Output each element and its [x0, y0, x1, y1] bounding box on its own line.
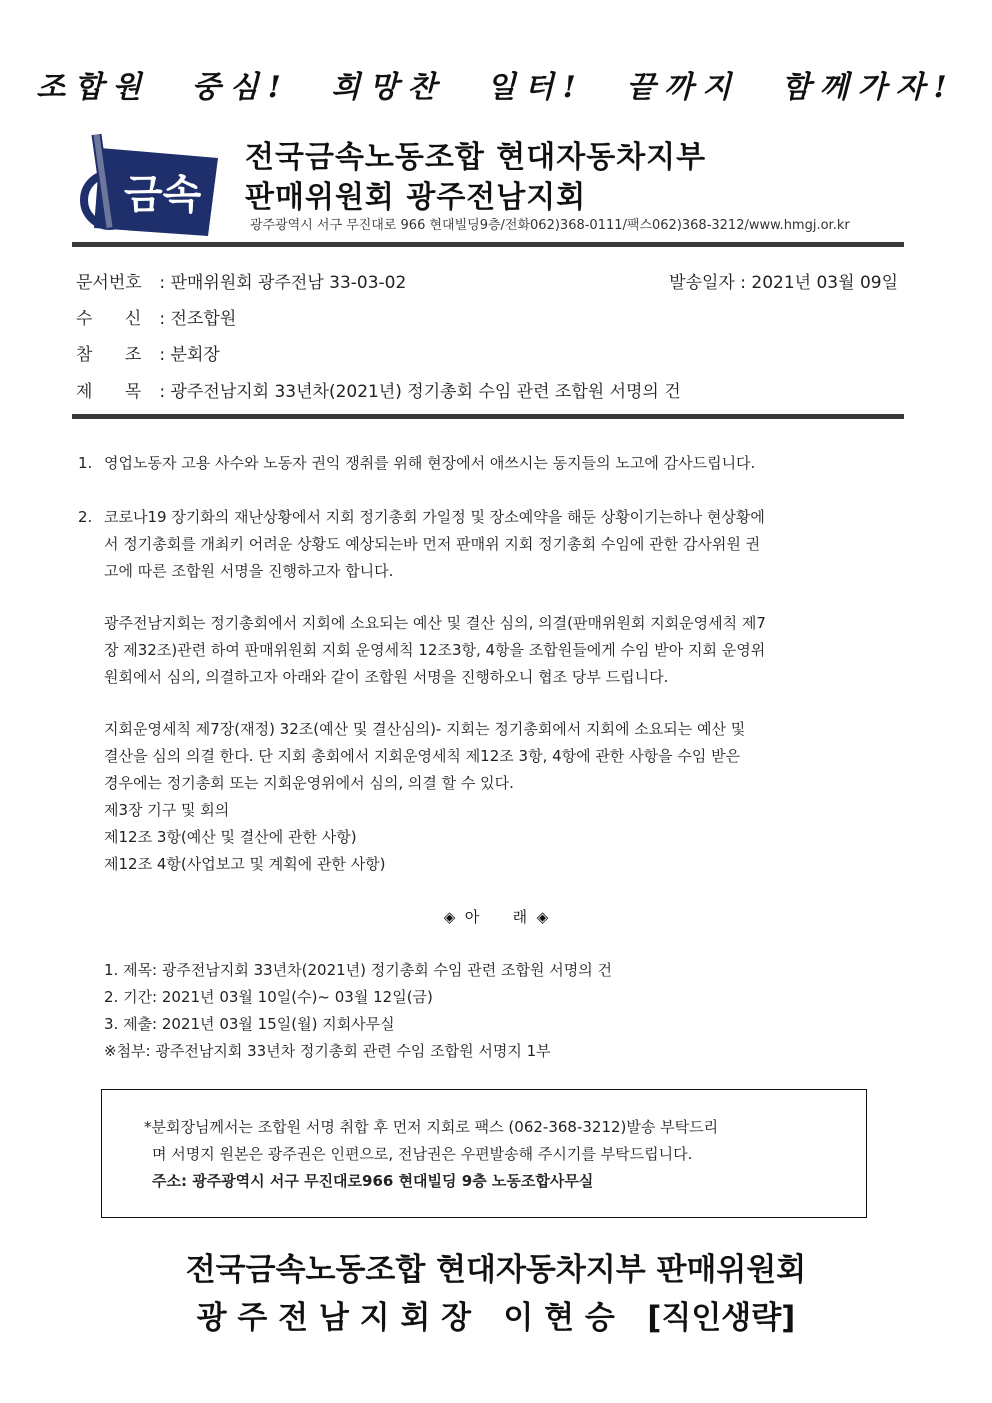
- paragraph-3-line2: 장 제32조)관련 하여 판매위원회 지회 운영세칙 12조3항, 4항을 조합원들에게 수임 받아 지회 운영위: [104, 641, 766, 659]
- paragraph-1-number: 1.: [78, 454, 93, 472]
- signature-org: 전국금속노동조합 현대자동차지부 판매위원회: [185, 1252, 807, 1288]
- subject-row: 제 목 : 광주전남지회 33년차(2021년) 정기총회 수임 관련 조합원 서명의 건: [76, 377, 681, 402]
- recipient-value: 전조합원: [170, 309, 237, 329]
- doc-number-value: 판매위원회 광주전남 33-03-02: [170, 273, 407, 293]
- paragraph-4-line4: 제3장 기구 및 회의: [104, 801, 230, 819]
- paragraph-4-line3: 경우에는 정기총회 또는 지회운영위에서 심의, 의결 할 수 있다.: [104, 774, 514, 792]
- org-address: 광주광역시 서구 무진대로 966 현대빌딩9층/전화062)368-0111/팩스062)368-3212/www.hmgj.or.kr: [250, 218, 850, 233]
- instruction-line1: *분회장님께서는 조합원 서명 취합 후 먼저 지회로 팩스 (062-368-3212)발송 부탁드리: [144, 1118, 719, 1136]
- detail-attachment: ※첨부: 광주전남지회 33년차 정기총회 관련 수임 조합원 서명지 1부: [104, 1042, 551, 1060]
- meta-rule: [72, 414, 904, 419]
- notice-heading: ◈ 아 래 ◈: [443, 908, 549, 926]
- paragraph-2-line3: 고에 따른 조합원 서명을 진행하고자 합니다.: [104, 562, 394, 580]
- paragraph-4-line6: 제12조 4항(사업보고 및 계획에 관한 사항): [104, 855, 386, 873]
- paragraph-4-line5: 제12조 3항(예산 및 결산에 관한 사항): [104, 828, 357, 846]
- header-rule: [72, 242, 904, 247]
- paragraph-4-line2: 결산을 심의 의결 한다. 단 지회 총회에서 지회운영세칙 제12조 3항, 4항에 관한 사항을 수임 받은: [104, 747, 741, 765]
- detail-submission: 3. 제출: 2021년 03월 15일(월) 지회사무실: [104, 1015, 395, 1033]
- union-logo: [80, 128, 228, 248]
- reference-value: 분회장: [170, 345, 220, 365]
- subject-value: 광주전남지회 33년차(2021년) 정기총회 수임 관련 조합원 서명의 건: [170, 382, 681, 402]
- instruction-box: [101, 1089, 867, 1218]
- send-date-row: 발송일자 : 2021년 03월 09일: [669, 273, 898, 293]
- doc-number-row: 문서번호 : 판매위원회 광주전남 33-03-02: [76, 268, 406, 293]
- paragraph-2-line1: 코로나19 장기화의 재난상황에서 지회 정기총회 가일정 및 장소예약을 해둔 상황이기는하나 현상황에: [104, 508, 765, 526]
- recipient-label: 수 신: [76, 309, 142, 329]
- org-name-line2: 판매위원회 광주전남지회: [245, 180, 587, 215]
- paragraph-4-line1: 지회운영세칙 제7장(재정) 32조(예산 및 결산심의)- 지회는 정기총회에서 지회에 소요되는 예산 및: [104, 720, 746, 738]
- paragraph-3-line3: 원회에서 심의, 의결하고자 아래와 같이 조합원 서명을 진행하오니 협조 당부 드립니다.: [104, 668, 669, 686]
- paragraph-2-line2: 서 정기총회를 개최키 어려운 상황도 예상되는바 먼저 판매위 지회 정기총회 수임에 관한 감사위원 권: [104, 535, 761, 553]
- paragraph-2-number: 2.: [78, 508, 93, 526]
- slogan: 조합원 중심! 희망찬 일터! 끝까지 함께가자!: [36, 70, 956, 105]
- paragraph-1: [78, 450, 908, 477]
- paragraph-2: [78, 504, 908, 585]
- send-date-label: 발송일자: [669, 273, 735, 293]
- detail-period: 2. 기간: 2021년 03월 10일(수)~ 03월 12일(금): [104, 988, 433, 1006]
- reference-label: 참 조: [76, 345, 142, 365]
- details-list: [104, 957, 904, 1065]
- subject-label: 제 목: [76, 382, 142, 402]
- paragraph-3: [104, 610, 904, 691]
- paragraph-1-text: 영업노동자 고용 사수와 노동자 권익 쟁취를 위해 현장에서 애쓰시는 동지들의 노고에 감사드립니다.: [104, 454, 756, 472]
- signature-chair: 광 주 전 남 지 회 장 이 현 승 [직인생략]: [196, 1300, 796, 1336]
- recipient-row: 수 신 : 전조합원: [76, 304, 236, 329]
- detail-title: 1. 제목: 광주전남지회 33년차(2021년) 정기총회 수임 관련 조합원 서명의 건: [104, 961, 612, 979]
- send-date-value: 2021년 03월 09일: [751, 273, 898, 293]
- paragraph-4: [104, 716, 904, 878]
- instruction-line2: 며 서명지 원본은 광주권은 인편으로, 전남권은 우편발송해 주시기를 부탁드립니다.: [152, 1145, 693, 1163]
- instruction-address: 주소: 광주광역시 서구 무진대로966 현대빌딩 9층 노동조합사무실: [152, 1172, 594, 1190]
- org-name-line1: 전국금속노동조합 현대자동차지부: [245, 140, 707, 175]
- reference-row: 참 조 : 분회장: [76, 340, 220, 365]
- logo-text: 금속: [124, 172, 202, 218]
- doc-number-label: 문서번호: [76, 273, 142, 293]
- paragraph-3-line1: 광주전남지회는 정기총회에서 지회에 소요되는 예산 및 결산 심의, 의결(판매위원회 지회운영세칙 제7: [104, 614, 766, 632]
